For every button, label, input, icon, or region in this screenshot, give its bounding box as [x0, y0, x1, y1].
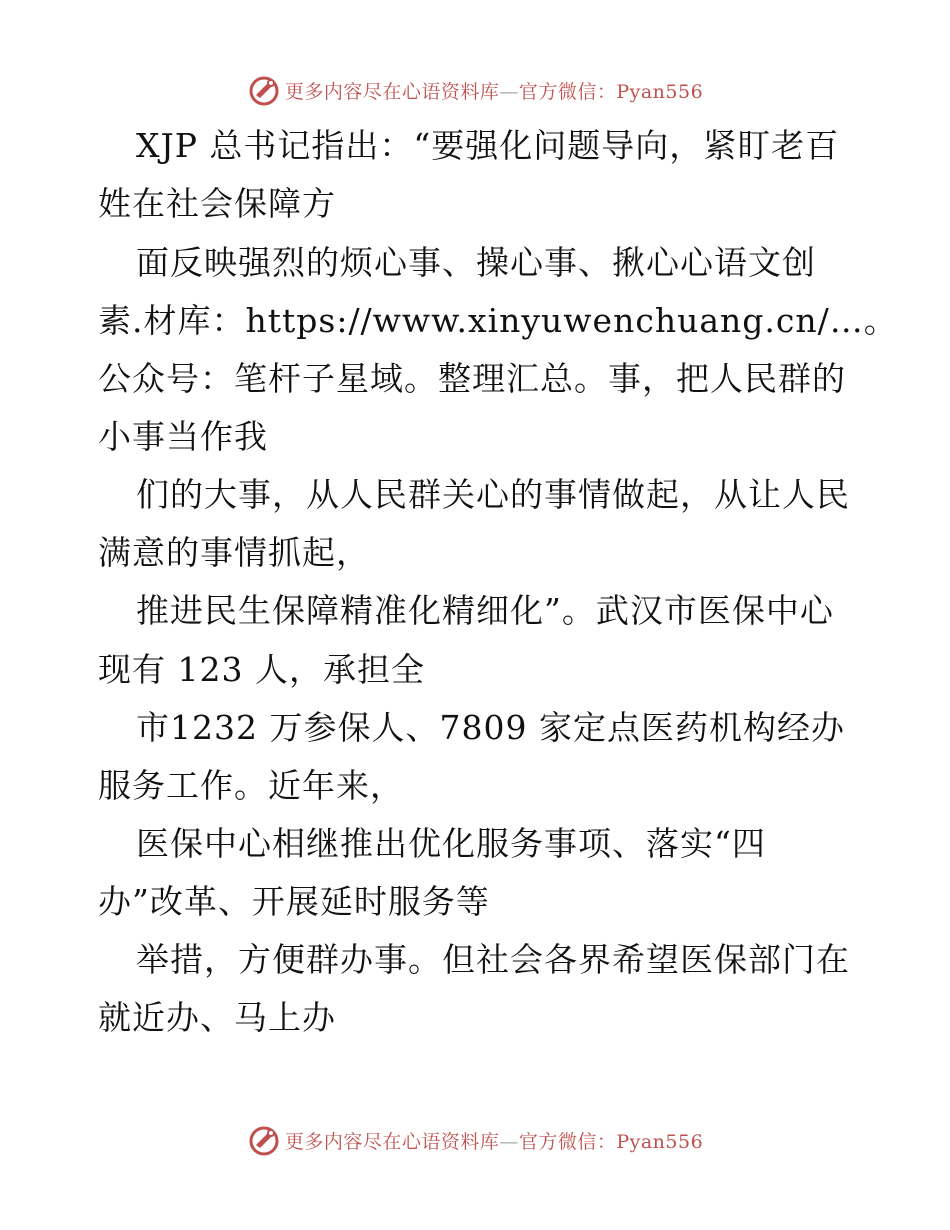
body-line: 素.材库：https://www.xinyuwenchuang.cn/…。 — [98, 301, 898, 340]
body-line: 医保中心相继推出优化服务事项、落实“四 — [136, 824, 766, 863]
body-line: 公众号：笔杆子星域。整理汇总。事，把人民群的 — [98, 359, 846, 398]
banner-text: 更多内容尽在心语资料库—官方微信：Pyan556 — [284, 1130, 704, 1153]
body-line: 推进民生保障精准化精细化”。武汉市医保中心 — [136, 591, 834, 630]
body-line: 小事当作我 — [98, 417, 268, 456]
body-line: XJP 总书记指出：“要强化问题导向，紧盯老百 — [136, 126, 840, 165]
body-line: 面反映强烈的烦心事、操心事、揪心心语文创 — [136, 243, 816, 282]
footer-watermark-banner — [0, 1120, 950, 1160]
body-line: 办”改革、开展延时服务等 — [98, 882, 490, 921]
body-line: 就近办、马上办 — [98, 998, 336, 1037]
body-line: 举措，方便群办事。但社会各界希望医保部门在 — [136, 940, 850, 979]
body-line: 现有 123 人，承担全 — [98, 650, 425, 689]
body-line: 姓在社会保障方 — [98, 184, 336, 223]
body-line: 满意的事情抓起， — [98, 533, 370, 572]
body-line: 服务工作。近年来， — [98, 766, 404, 805]
brand-logo-icon — [247, 1123, 281, 1157]
banner-text: 更多内容尽在心语资料库—官方微信：Pyan556 — [284, 80, 704, 103]
body-line: 市1232 万参保人、7809 家定点医药机构经办 — [136, 708, 845, 747]
body-line: 们的大事，从人民群关心的事情做起，从让人民 — [136, 475, 850, 514]
